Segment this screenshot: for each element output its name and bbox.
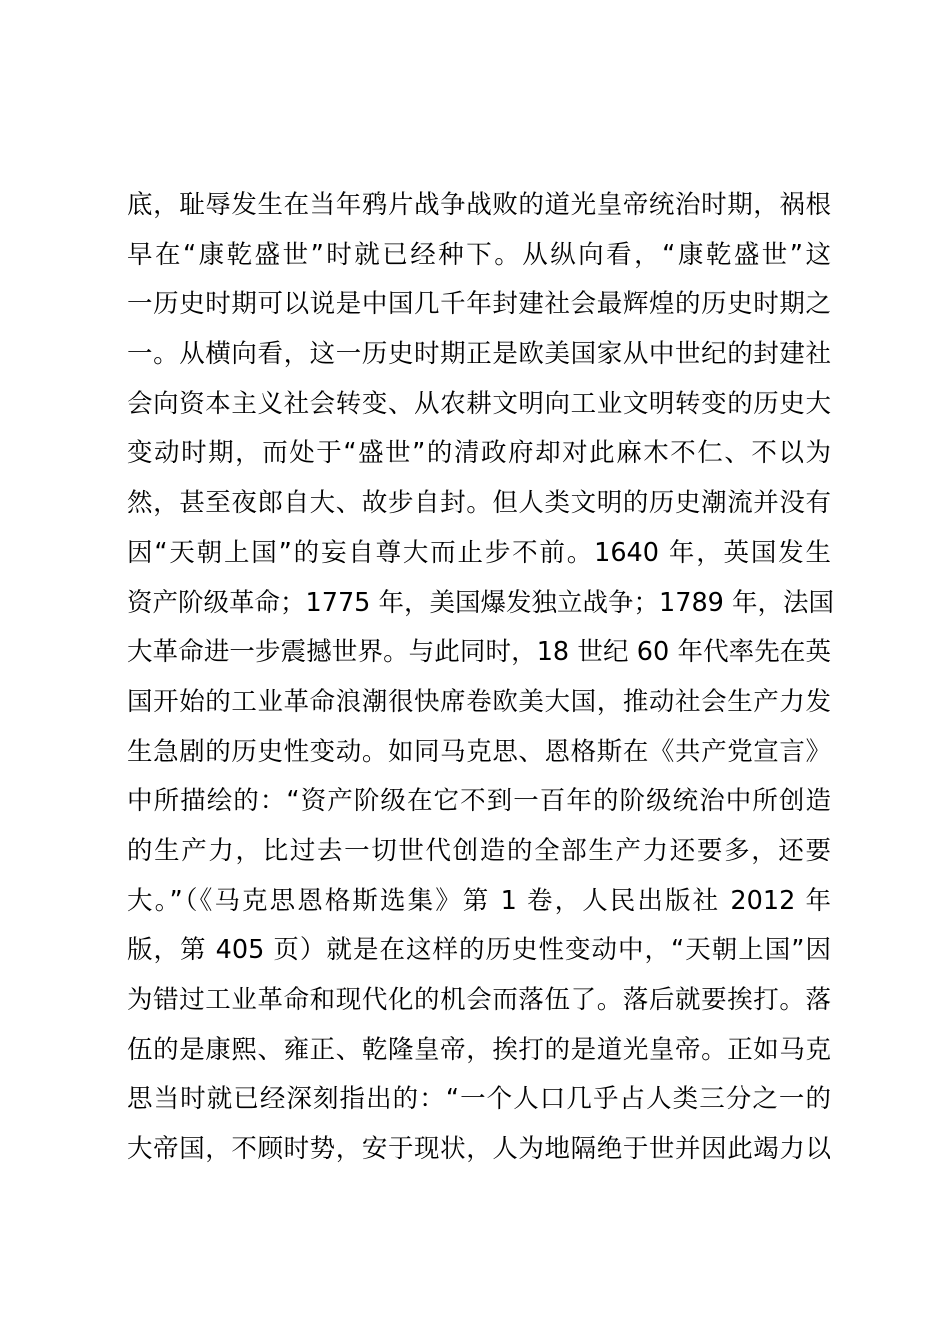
text-line: 一历史时期可以说是中国几千年封建社会最辉煌的历史时期之 — [127, 289, 831, 320]
body-paragraph — [127, 181, 835, 1175]
text-line: 大革命进一步震撼世界。与此同时，18 世纪 60 年代率先在英 — [127, 637, 831, 668]
text-line: 一。从横向看，这一历史时期正是欧美国家从中世纪的封建社 — [127, 339, 831, 370]
text-line: 思当时就已经深刻指出的：“一个人口几乎占人类三分之一的 — [127, 1084, 831, 1115]
text-line: 大帝国，不顾时势，安于现状，人为地隔绝于世并因此竭力以 — [127, 1134, 831, 1165]
text-line: 因“天朝上国”的妄自尊大而止步不前。1640 年，英国发生 — [127, 537, 831, 568]
text-line: 国开始的工业革命浪潮很快席卷欧美大国，推动社会生产力发 — [127, 686, 831, 717]
text-line: 资产阶级革命；1775 年，美国爆发独立战争；1789 年，法国 — [127, 587, 835, 618]
text-line: 伍的是康熙、雍正、乾隆皇帝，挨打的是道光皇帝。正如马克 — [127, 1034, 831, 1065]
text-line: 中所描绘的：“资产阶级在它不到一百年的阶级统治中所创造 — [127, 786, 831, 817]
text-line: 的生产力，比过去一切世代创造的全部生产力还要多，还要 — [127, 835, 831, 866]
text-line: 变动时期，而处于“盛世”的清政府却对此麻木不仁、不以为 — [127, 438, 831, 469]
text-line: 生急剧的历史性变动。如同马克思、恩格斯在《共产党宣言》 — [127, 736, 831, 767]
text-line: 版，第 405 页）就是在这样的历史性变动中，“天朝上国”因 — [127, 935, 831, 966]
text-line: 大。”（《马克思恩格斯选集》第 1 卷，人民出版社 2012 年 — [127, 885, 831, 916]
text-line: 会向资本主义社会转变、从农耕文明向工业文明转变的历史大 — [127, 388, 831, 419]
text-line: 然，甚至夜郎自大、故步自封。但人类文明的历史潮流并没有 — [127, 488, 831, 519]
text-line: 底，耻辱发生在当年鸦片战争战败的道光皇帝统治时期，祸根 — [127, 190, 831, 220]
text-line: 早在“康乾盛世”时就已经种下。从纵向看，“康乾盛世”这 — [127, 239, 831, 270]
text-line: 为错过工业革命和现代化的机会而落伍了。落后就要挨打。落 — [127, 985, 831, 1015]
